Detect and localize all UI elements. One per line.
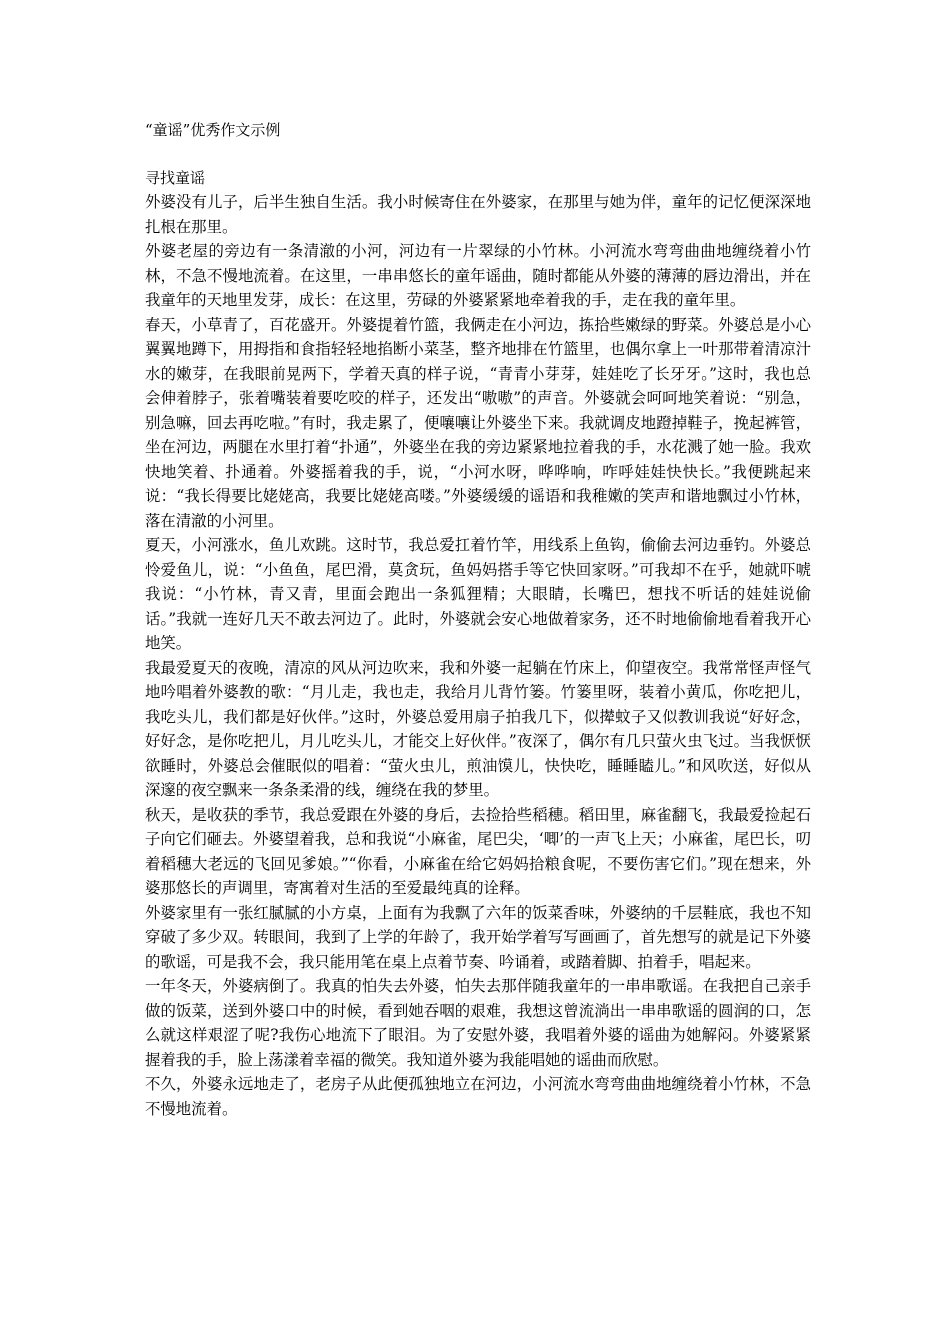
essay-heading: 寻找童谣 xyxy=(145,169,206,187)
paragraph: 夏天，小河涨水，鱼儿欢跳。这时节，我总爱扛着竹竿，用线系上鱼钩，偷偷去河边垂钓。外婆总怜爱鱼儿，说：“小鱼鱼，尾巴滑，莫贪玩，鱼妈妈搭手等它快回家呀。”可我却不在乎，她就吓唬我说：“小竹林，青又青，里面会跑出一条狐狸精；大眼睛，长嘴巴，想找不听话的娃娃说偷话。”我就一连好几天不敢去河边了。此时，外婆就会安心地做着家务，还不时地偷偷地看着我开心地笑。 xyxy=(145,536,811,652)
paragraph: 一年冬天，外婆病倒了。我真的怕失去外婆，怕失去那伴随我童年的一串串歌谣。在我把自己亲手做的饭菜，送到外婆口中的时候，看到她吞咽的艰难，我想这曾流淌出一串串歌谣的圆润的口，怎么就这样艰涩了呢?我伤心地流下了眼泪。为了安慰外婆，我唱着外婆的谣曲为她解闷。外婆紧紧握着我的手，脸上荡漾着幸福的微笑。我知道外婆为我能唱她的谣曲而欣慰。 xyxy=(145,977,811,1069)
blank-line xyxy=(145,142,811,166)
paragraph: 春天，小草青了，百花盛开。外婆提着竹篮，我俩走在小河边，拣拾些嫩绿的野菜。外婆总是小心翼翼地蹲下，用拇指和食指轻轻地掐断小菜茎，整齐地排在竹篮里，也偶尔拿上一叶那带着清凉汁水的嫩芽，在我眼前晃两下，学着天真的样子说，“青青小芽芽，娃娃吃了长牙牙。”这时，我也总会伸着脖子，张着嘴装着要吃咬的样子，还发出“嗷嗷”的声音。外婆就会呵呵地笑着说：“别急，别急嘛，回去再吃啦。”有时，我走累了，便嚷嚷让外婆坐下来。我就调皮地蹬掉鞋子，挽起裤管，坐在河边，两腿在水里打着“扑通”，外婆坐在我的旁边紧紧地拉着我的手，水花溅了她一脸。我欢快地笑着、扑通着。外婆摇着我的手，说，“小河水呀，哗哗响，咋呼娃娃快快长。”我便跳起来说：“我长得要比姥姥高，我要比姥姥高喽。”外婆缓缓的谣语和我稚嫩的笑声和谐地飘过小竹林，落在清澈的小河里。 xyxy=(145,315,811,530)
document-page xyxy=(145,118,811,1121)
paragraph: 外婆家里有一张红腻腻的小方桌，上面有为我飘了六年的饭菜香味，外婆纳的千层鞋底，我也不知穿破了多少双。转眼间，我到了上学的年龄了，我开始学着写写画画了，首先想写的就是记下外婆的歌谣，可是我不会，我只能用笔在桌上点着节奏、吟诵着，或踏着脚、拍着手，唱起来。 xyxy=(145,903,811,971)
paragraph: 不久，外婆永远地走了，老房子从此便孤独地立在河边，小河流水弯弯曲曲地缠绕着小竹林，不急不慢地流着。 xyxy=(145,1075,811,1118)
paragraph: 外婆老屋的旁边有一条清澈的小河，河边有一片翠绿的小竹林。小河流水弯弯曲曲地缠绕着小竹林，不急不慢地流着。在这里，一串串悠长的童年谣曲，随时都能从外婆的薄薄的唇边滑出，并在我童年的天地里发芽，成长：在这里，劳碌的外婆紧紧地牵着我的手，走在我的童年里。 xyxy=(145,242,811,309)
paragraph: 秋天，是收获的季节，我总爱跟在外婆的身后，去捡拾些稻穗。稻田里，麻雀翻飞，我最爱捡起石子向它们砸去。外婆望着我，总和我说“小麻雀，尾巴尖，‘唧’的一声飞上天；小麻雀，尾巴长，叨着稻穗大老远的飞回见爹娘。”“你看，小麻雀在给它妈妈拾粮食呢，不要伤害它们。”现在想来，外婆那悠长的声调里，寄寓着对生活的至爱最纯真的诠释。 xyxy=(145,805,811,897)
paragraph: 外婆没有儿子，后半生独自生活。我小时候寄住在外婆家，在那里与她为伴，童年的记忆便深深地扎根在那里。 xyxy=(145,193,811,236)
document-title: “童谣”优秀作文示例 xyxy=(145,121,281,139)
paragraph: 我最爱夏天的夜晚，清凉的风从河边吹来，我和外婆一起躺在竹床上，仰望夜空。我常常怪声怪气地吟唱着外婆教的歌：“月儿走，我也走，我给月儿背竹篓。竹篓里呀，装着小黄瓜，你吃把儿，我吃头儿，我们都是好伙伴。”这时，外婆总爱用扇子拍我几下，似撵蚊子又似教训我说“好好念，好好念，是你吃把儿，月儿吃头儿，才能交上好伙伴。”夜深了，偶尔有几只萤火虫飞过。当我恹恹欲睡时，外婆总会催眠似的唱着：“萤火虫儿，煎油馍儿，快快吃，睡睡瞌儿。”和风吹送，好似从深邃的夜空飘来一条条柔滑的线，缠绕在我的梦里。 xyxy=(145,658,811,799)
